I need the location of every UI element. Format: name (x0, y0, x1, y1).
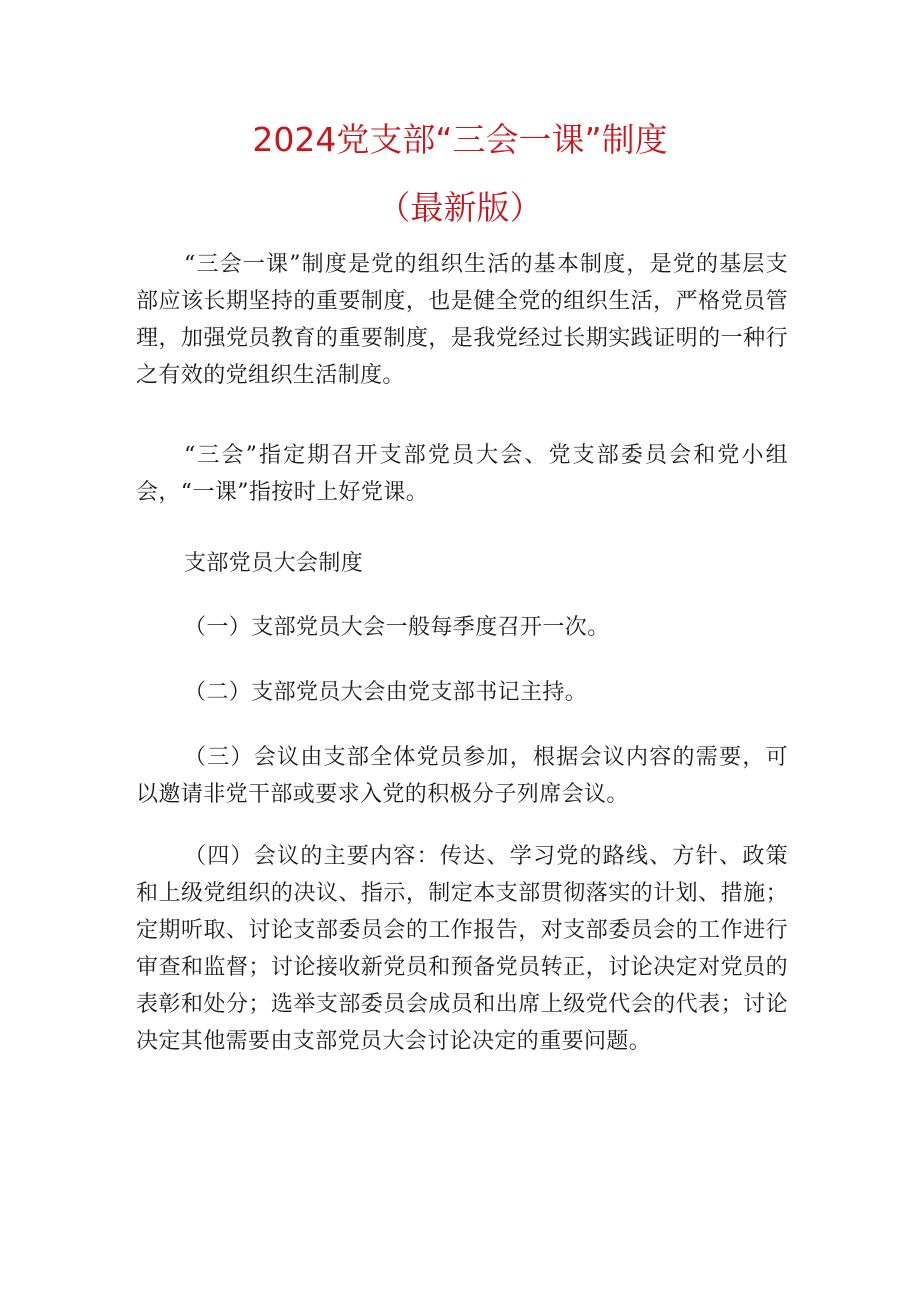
definition-paragraph: “三会”指定期召开支部党员大会、党支部委员会和党小组会，“一课”指按时上好党课。 (136, 443, 788, 505)
document-subtitle: （最新版） (377, 188, 543, 227)
list-item-3: （三）会议由支部全体党员参加，根据会议内容的需要，可以邀请非党干部或要求入党的积极分子列席会议。 (136, 745, 788, 807)
list-item-2: （二）支部党员大会由党支部书记主持。 (184, 680, 588, 705)
section-heading: 支部党员大会制度 (184, 551, 364, 576)
document-title: 2024党支部“三会一课”制度 (252, 120, 668, 159)
intro-paragraph: “三会一课”制度是党的组织生活的基本制度，是党的基层支部应该长期坚持的重要制度，也是健全党的组织生活，严格党员管理，加强党员教育的重要制度，是我党经过长期实践证明的一种行之有效的党组织生活制度。 (136, 252, 788, 388)
list-item-4: （四）会议的主要内容：传达、学习党的路线、方针、政策和上级党组织的决议、指示，制定本支部贯彻落实的计划、措施；定期听取、讨论支部委员会的工作报告，对支部委员会的工作进行审查和监督；讨论接收新党员和预备党员转正，讨论决定对党员的表彰和处分；选举支部委员会成员和出席上级党代会的代表；讨论决定其他需要由支部党员大会讨论决定的重要问题。 (136, 844, 788, 1054)
list-item-1: （一）支部党员大会一般每季度召开一次。 (184, 615, 610, 640)
